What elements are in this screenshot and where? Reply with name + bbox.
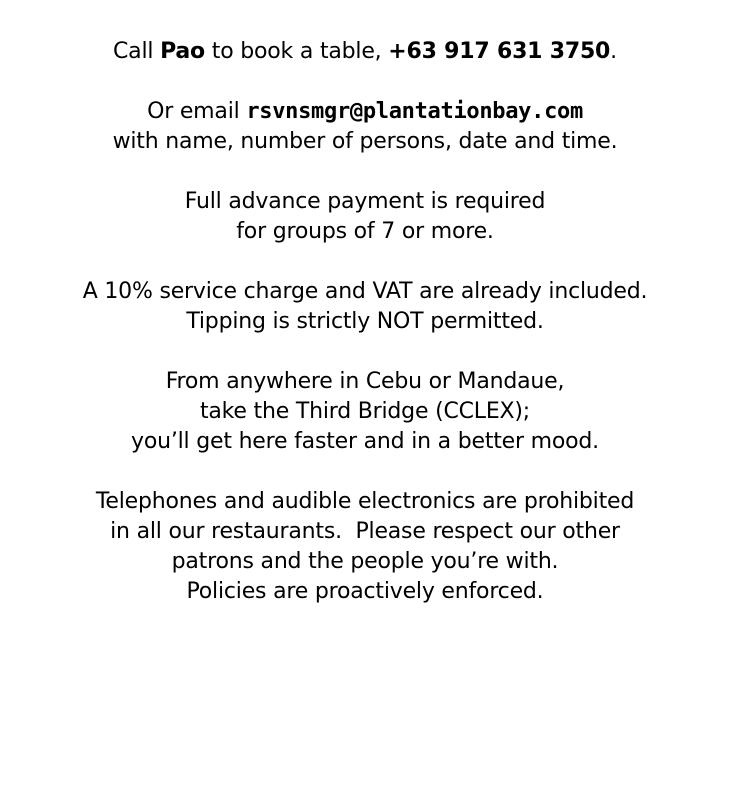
phone-number: +63 917 631 3750 [388, 39, 611, 64]
booking-paragraph [0, 37, 730, 67]
policy-line-2: in all our restaurants. Please respect our other [110, 519, 620, 544]
email-address: rsvnsmgr@plantationbay.com [246, 99, 583, 124]
email-details-line: with name, number of persons, date and time. [112, 129, 618, 154]
directions-line-3: you’ll get here faster and in a better mood. [131, 429, 599, 454]
directions-paragraph [0, 367, 730, 457]
contact-name: Pao [160, 39, 205, 64]
reservation-notice [0, 37, 730, 637]
payment-line-2: for groups of 7 or more. [236, 219, 494, 244]
directions-line-1: From anywhere in Cebu or Mandaue, [165, 369, 565, 394]
call-suffix-text: . [610, 39, 617, 64]
email-prefix-text: Or email [147, 99, 247, 124]
call-middle-text: to book a table, [204, 39, 389, 64]
booking-line [0, 37, 730, 67]
directions-line-2: take the Third Bridge (CCLEX); [199, 399, 531, 424]
policy-line-4: Policies are proactively enforced. [186, 579, 544, 604]
payment-line-1: Full advance payment is required [184, 189, 546, 214]
policy-paragraph [0, 487, 730, 607]
charges-line-2: Tipping is strictly NOT permitted. [186, 309, 544, 334]
policy-line-3: patrons and the people you’re with. [171, 549, 559, 574]
payment-paragraph [0, 187, 730, 247]
call-prefix-text: Call [113, 39, 161, 64]
charges-line-1: A 10% service charge and VAT are already included. [82, 279, 648, 304]
charges-paragraph [0, 277, 730, 337]
policy-line-1: Telephones and audible electronics are prohibited [95, 489, 635, 514]
email-line [0, 97, 730, 127]
email-paragraph [0, 97, 730, 157]
